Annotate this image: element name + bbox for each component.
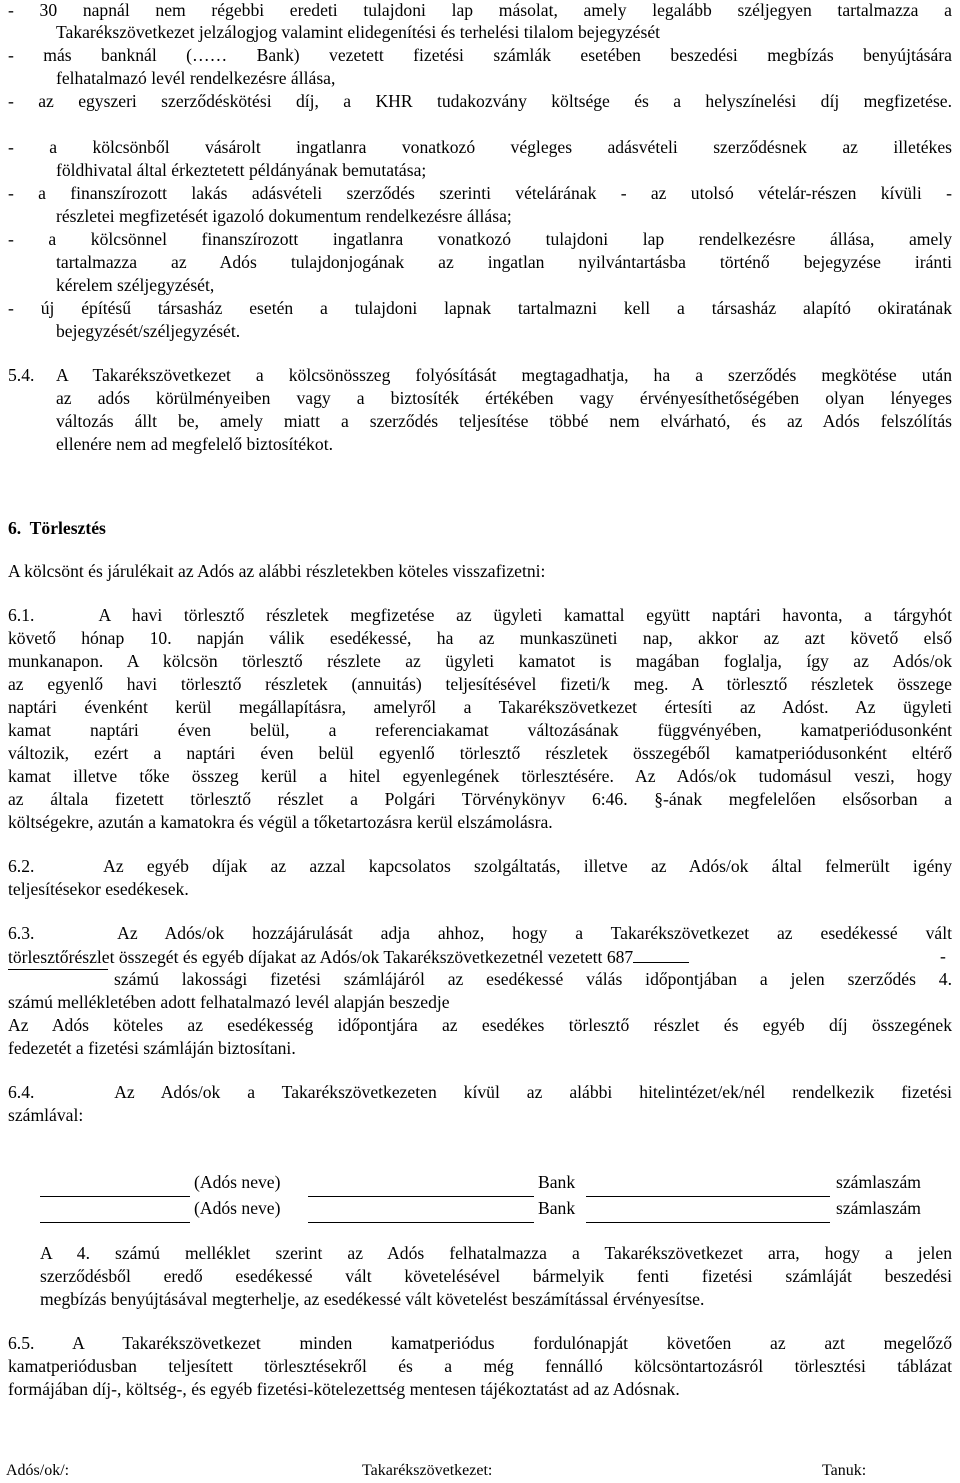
paragraph-line: 6.1. A havi törlesztő részletek megfizetése az ügyleti kamattal együtt naptári havonta, a tárgyhót [8, 605, 952, 625]
account-number-blank [586, 1174, 830, 1197]
list-item-cont: tartalmazza az Adós tulajdonjogának az ingatlan nyilvántartásba történő bejegyzése iránti [56, 252, 952, 272]
paragraph-line: számlával: [8, 1105, 84, 1125]
paragraph-line: formájában díj-, költség-, és egyéb fizetési-kötelezettség mentesen tájékoztatást ad az Adósnak. [8, 1379, 680, 1399]
paragraph-line: munkanapon. A kölcsön törlesztő részlete az ügyleti kamatot is magában foglalja, így az Adós/ok [8, 651, 952, 671]
list-item: - a kölcsönből vásárolt ingatlanra vonatkozó végleges adásvételi szerződésnek az illetékes [8, 137, 952, 157]
list-item: - új építésű társasház esetén a tulajdoni lapnak tartalmazni kell a társasház alapító okiratának [8, 298, 952, 318]
account-number-label: számlaszám [836, 1198, 921, 1218]
debtor-name-blank [40, 1174, 190, 1197]
paragraph-line: költségekre, azután a kamatokra és végül a tőketartozásra kerül elszámolásra. [8, 812, 553, 832]
section-intro: A kölcsönt és járulékait az Adós az alábbi részletekben köteles visszafizetni: [8, 561, 546, 581]
account-number-blank [586, 1200, 830, 1223]
paragraph-line: változás állt be, amely miatt a szerződés teljesítése többé nem elvárható, és az Adós felszólítás [56, 411, 952, 431]
list-item-cont: földhivatal által érkeztetett példányának bemutatása; [56, 160, 427, 180]
footer-bank-label: Takarékszövetkezet: [362, 1462, 493, 1479]
list-item-cont: bejegyzését/széljegyzését. [56, 321, 241, 341]
list-item-cont: felhatalmazó levél rendelkezésre állása, [56, 68, 336, 88]
paragraph-line: követő hónap 10. napján válik esedékessé, ha az munkaszüneti nap, akkor az azt követő első [8, 628, 952, 648]
paragraph-line: számú lakossági fizetési számlájáról az esedékessé válás időpontjában a jelen szerződés 4. [114, 969, 952, 989]
bank-name-blank [308, 1200, 534, 1223]
account-number-label: számlaszám [836, 1172, 921, 1192]
footer-debtor-label: Adós/ok/: [6, 1462, 70, 1479]
debtor-name-blank [40, 1200, 190, 1223]
paragraph-line: kamat naptári éven belül, a referenciakamat változásának függvényében, kamatperiódusonként [8, 720, 952, 740]
bank-label: Bank [538, 1172, 576, 1192]
paragraph-line: A 4. számú melléklet szerint az Adós felhatalmazza a Takarékszövetkezet arra, hogy a jelen [40, 1243, 952, 1263]
paragraph-line: 6.2. Az egyéb díjak az azzal kapcsolatos szolgáltatás, illetve az Adós/ok által felmerült igény [8, 856, 952, 876]
list-item: - más banknál (…… Bank) vezetett fizetési számlák esetében beszedési megbízás benyújtására [8, 45, 952, 65]
footer-witness-label: Tanuk: [822, 1462, 867, 1479]
list-item: - a finanszírozott lakás adásvételi szerződés szerinti vételárának - az utolsó vételár-részen kívüli - [8, 183, 952, 203]
paragraph-line: kamat illetve tőke összeg kerül a hitel egyenlegének törlesztésére. Az Adós/ok tudomásul veszi, hogy [8, 766, 952, 786]
list-item-cont: részletei megfizetését igazoló dokumentum rendelkezésre állása; [56, 206, 512, 226]
list-item: - a kölcsönnel finanszírozott ingatlanra vonatkozó tulajdoni lap rendelkezésre állása, amely [8, 229, 952, 249]
paragraph-line: az adós körülményeiben vagy a biztosíték értékében vagy érvényesíthetőségében olyan lényeges [56, 388, 952, 408]
paragraph-line: az egyenlő havi törlesztő részletek (annuitás) teljesítésével fizeti/k meg. A törlesztő részletek összege [8, 674, 952, 694]
debtor-name-label: (Adós neve) [194, 1172, 281, 1192]
list-item: - az egyszeri szerződéskötési díj, a KHR tudakozvány költsége és a helyszínelési díj megfizetése. [8, 91, 952, 111]
paragraph-line: megbízás benyújtásával megterhelje, az esedékessé vált követelést beszámítással érvényesítse. [40, 1289, 705, 1309]
paragraph-line: kamatperiódusban teljesített törlesztésekről és a még fennálló kölcsöntartozásról törlesztési táblázat [8, 1356, 952, 1376]
paragraph-line: Az Adós köteles az esedékesség időpontjára az esedékes törlesztő részlet és egyéb díj összegének [8, 1015, 952, 1035]
dash: - [940, 946, 946, 966]
paragraph-line: A Takarékszövetkezet a kölcsönösszeg folyósítását megtagadhatja, ha a szerződés megkötése után [56, 365, 952, 385]
paragraph-line: fedezetét a fizetési számláján biztosítani. [8, 1038, 296, 1058]
account-number-blank [633, 948, 689, 963]
list-item-cont: Takarékszövetkezet jelzálogjog valamint elidegenítési és terhelési tilalom bejegyzését [56, 22, 661, 42]
list-item: - 30 napnál nem régebbi eredeti tulajdoni lap másolat, amely legalább széljegyen tartalmazza a [8, 0, 952, 20]
paragraph-line: 6.5. A Takarékszövetkezet minden kamatperiódus fordulónapját követően az azt megelőző [8, 1333, 952, 1353]
paragraph-line: 6.3. Az Adós/ok hozzájárulását adja ahhoz, hogy a Takarékszövetkezet az esedékessé vált [8, 923, 952, 943]
paragraph-line: változik, ezért a naptári éven belül egyenlő törlesztő részletek összegéből kamatperiódusonként eltérő [8, 743, 952, 763]
paragraph-line: ellenére nem ad megfelelő biztosítékot. [56, 434, 333, 454]
paragraph-line: szerződésből eredő esedékessé vált követelésével bármelyik fenti fizetési számláját beszedési [40, 1266, 952, 1286]
paragraph-text: törlesztőrészlet összegét és egyéb díjakat az Adós/ok Takarékszövetkezetnél vezetett 687 [8, 947, 634, 967]
paragraph-line [8, 948, 689, 967]
section-heading: 6. Törlesztés [8, 518, 106, 538]
paragraph-line: teljesítésekor esedékesek. [8, 879, 189, 899]
paragraph-line: számú mellékletében adott felhatalmazó levél alapján beszedje [8, 992, 450, 1012]
paragraph-line: az általa fizetett törlesztő részlet a Polgári Törvénykönyv 6:46. §-ának megfelelően elsősorban a [8, 789, 952, 809]
bank-label: Bank [538, 1198, 576, 1218]
account-number-blank [8, 955, 108, 970]
section-number: 5.4. [8, 365, 35, 385]
bank-name-blank [308, 1174, 534, 1197]
paragraph-line: naptári évenként kerül megállapításra, amelyről a Takarékszövetkezet értesíti az Adóst. Az ügyleti [8, 697, 952, 717]
debtor-name-label: (Adós neve) [194, 1198, 281, 1218]
paragraph-line: 6.4. Az Adós/ok a Takarékszövetkezeten kívül az alábbi hitelintézet/ek/nél rendelkezik fizetési [8, 1082, 952, 1102]
list-item-cont: kérelem széljegyzését, [56, 275, 215, 295]
